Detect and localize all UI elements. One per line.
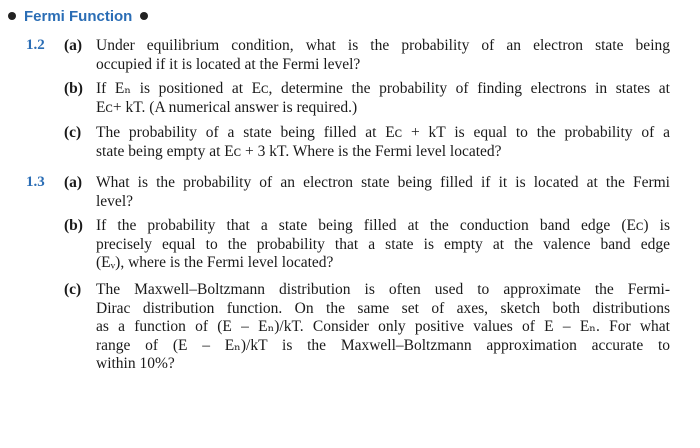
part-text: [96, 124, 670, 161]
text-line: Eᴄ+ kT. (A numerical answer is required.): [96, 98, 358, 116]
problem-number: 1.3: [26, 174, 45, 190]
part-label: (b): [64, 80, 83, 97]
part-text: [96, 80, 670, 117]
text-line: Under equilibrium condition, what is the probability of an electron state being: [96, 37, 670, 54]
text-line: (Eᵥ), where is the Fermi level located?: [96, 254, 334, 271]
part-text: [96, 217, 670, 273]
section-title: Fermi Function: [24, 7, 133, 25]
text-line: range of (E – Eₙ)/kT is the Maxwell–Boltzmann approximation accurate to: [96, 336, 670, 354]
text-line: If Eₙ is positioned at Eᴄ, determine the probability of finding electrons in states at: [96, 80, 670, 97]
part-text: [96, 37, 670, 74]
part-text: [96, 174, 670, 211]
part-label: (a): [64, 37, 83, 54]
problem-number: 1.2: [26, 37, 45, 53]
text-line: within 10%?: [96, 355, 175, 372]
text-line: What is the probability of an electron state being filled if it is located at the Fermi: [96, 174, 670, 191]
text-line: state being empty at Eᴄ + 3 kT. Where is the Fermi level located?: [96, 142, 502, 160]
text-line: level?: [96, 192, 134, 210]
text-line: Dirac distribution function. On the same set of axes, sketch both distributions: [96, 299, 670, 317]
text-line: as a function of (E – Eₙ)/kT. Consider only positive values of E – Eₙ. For what: [96, 318, 670, 335]
part-label: (c): [64, 281, 82, 298]
text-line: precisely equal to the probability that a state is empty at the valence band edge: [96, 235, 670, 253]
part-label: (c): [64, 124, 82, 141]
section-header: [8, 4, 148, 28]
text-line: occupied if it is located at the Fermi level?: [96, 55, 361, 73]
text-line: The probability of a state being filled at Eᴄ + kT is equal to the probability of a: [96, 124, 670, 141]
part-label: (a): [64, 174, 83, 191]
part-label: (b): [64, 217, 83, 234]
text-line: The Maxwell–Boltzmann distribution is often used to approximate the Fermi-: [96, 281, 670, 298]
bullet-dot-icon: [8, 12, 16, 20]
bullet-dot-icon: [140, 12, 148, 20]
part-text: [96, 281, 670, 374]
text-line: If the probability that a state being filled at the conduction band edge (Eᴄ) is: [96, 217, 670, 234]
